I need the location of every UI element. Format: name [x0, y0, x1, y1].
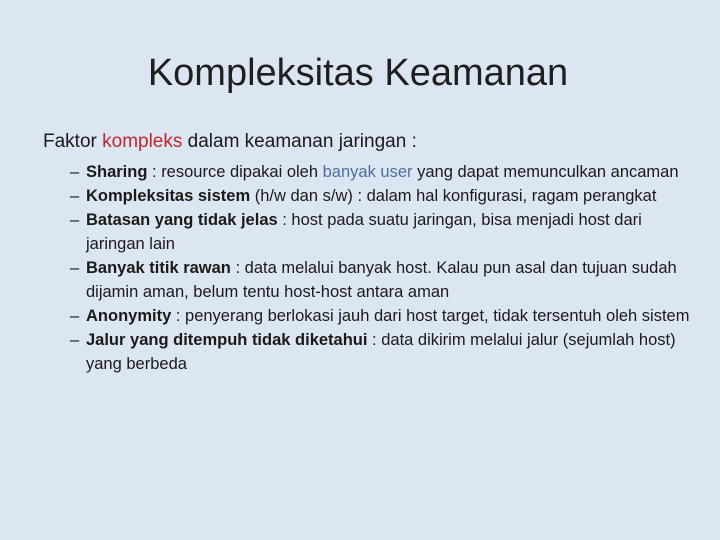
lead-highlight: kompleks [102, 131, 183, 152]
lead-pre: Faktor [43, 131, 103, 152]
dash-bullet: – [70, 163, 80, 181]
item-text-pre: : resource dipakai oleh [147, 163, 323, 181]
list-item-kompleksitas [70, 184, 700, 208]
item-text-post: yang dapat memunculkan ancaman [412, 163, 679, 181]
item-text: : host pada suatu jaringan, bisa menjadi host dari jaringan lain [86, 211, 642, 253]
dash-bullet: – [70, 307, 80, 325]
slide-title: Kompleksitas Keamanan [147, 52, 569, 94]
list-item-batasan [70, 208, 700, 256]
list-item-anonymity [70, 304, 700, 328]
item-term: Anonymity [86, 307, 172, 325]
list-item-jalur [70, 328, 700, 376]
dash-bullet: – [70, 259, 80, 277]
list-item-sharing [70, 160, 700, 184]
item-term: Sharing [86, 163, 148, 181]
item-term: Batasan yang tidak jelas [86, 211, 278, 229]
item-term: Banyak titik rawan [86, 259, 231, 277]
dash-bullet: – [70, 187, 80, 205]
item-term: Jalur yang ditempuh tidak diketahui [86, 331, 368, 349]
lead-post: dalam keamanan jaringan : [182, 131, 417, 152]
dash-bullet: – [70, 211, 80, 229]
dash-bullet: – [70, 331, 80, 349]
factor-list [70, 160, 700, 376]
item-highlight: banyak user [322, 163, 413, 181]
item-text: : penyerang berlokasi jauh dari host target, tidak tersentuh oleh sistem [171, 307, 690, 325]
item-term: Kompleksitas sistem [86, 187, 251, 205]
item-text: : data dikirim melalui jalur (sejumlah host) yang berbeda [86, 331, 676, 373]
list-item-titik-rawan [70, 256, 700, 304]
lead-text [43, 130, 417, 154]
item-text: : data melalui banyak host. Kalau pun asal dan tujuan sudah dijamin aman, belum tentu host-host antara aman [86, 259, 677, 301]
item-text: (h/w dan s/w) : dalam hal konfigurasi, ragam perangkat [250, 187, 657, 205]
